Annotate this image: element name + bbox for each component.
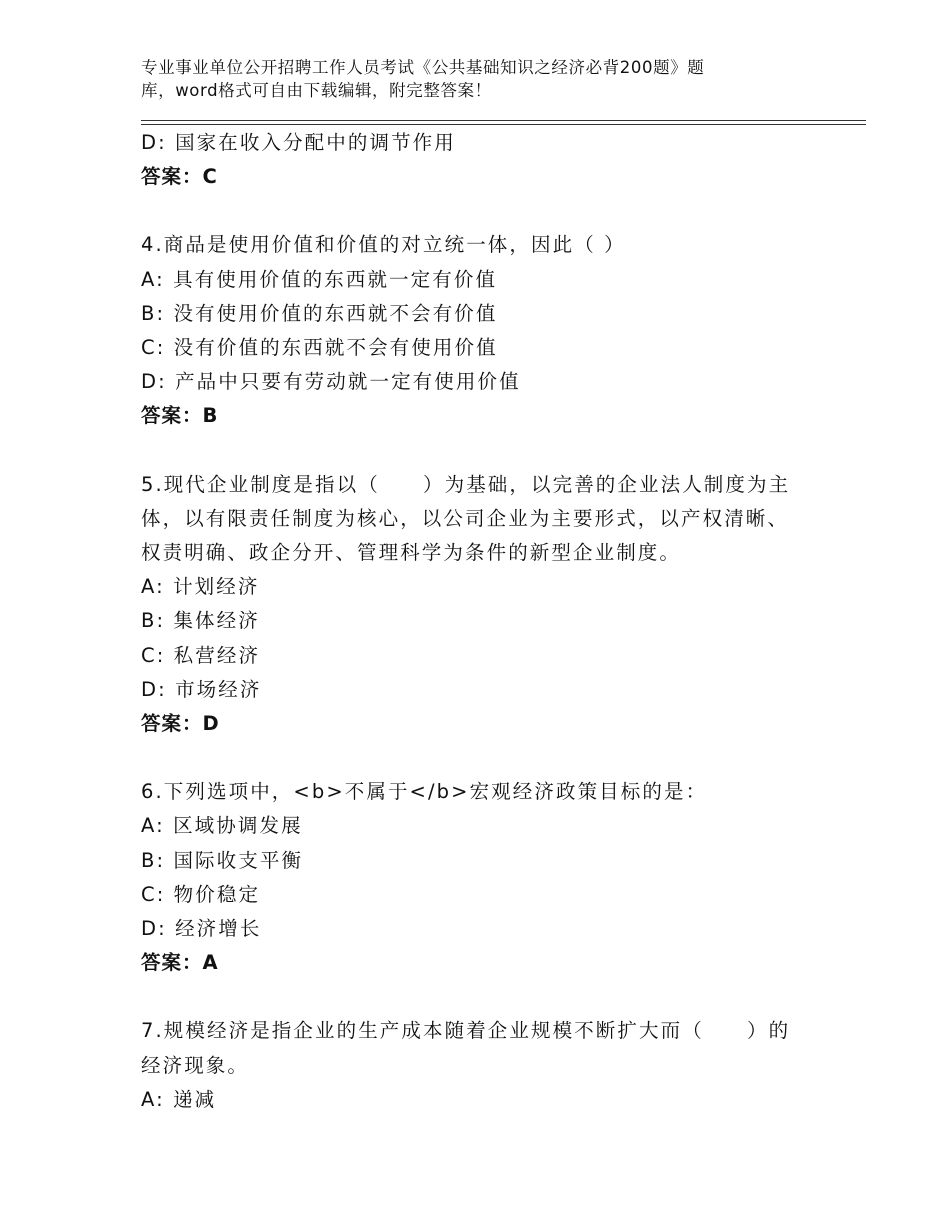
option-d: D: 经济增长: [141, 917, 262, 941]
question-stem-line-3: 权责明确、政企分开、管理科学为条件的新型企业制度。: [141, 541, 682, 565]
option-a: A: 递减: [141, 1087, 217, 1111]
question-stem-line-1: 5.现代企业制度是指以（ ）为基础，以完善的企业法人制度为主: [141, 472, 791, 496]
question-4: [141, 228, 801, 433]
option-a: A: 计划经济: [141, 575, 260, 599]
option-a: A: 具有使用价值的东西就一定有价值: [141, 267, 498, 291]
header-rule-top: [141, 120, 866, 121]
question-stem-line-1: 7.规模经济是指企业的生产成本随着企业规模不断扩大而（ ）的: [141, 1019, 791, 1043]
option-b: B: 国际收支平衡: [141, 848, 304, 872]
answer: 答案：D: [141, 712, 220, 736]
question-stem: 4.商品是使用价值和价值的对立统一体，因此（ ）: [141, 233, 626, 257]
question-6: [141, 775, 801, 980]
option-b: B: 没有使用价值的东西就不会有价值: [141, 301, 498, 325]
question-7: [141, 1014, 801, 1117]
document-body: [141, 126, 801, 1117]
answer: 答案：A: [141, 951, 219, 975]
answer: 答案：B: [141, 404, 219, 428]
header-rule-bottom: [141, 124, 866, 125]
option-c: C: 私营经济: [141, 643, 261, 667]
option-d: D: 市场经济: [141, 677, 262, 701]
answer: 答案：C: [141, 165, 218, 189]
option-b: B: 集体经济: [141, 609, 260, 633]
header-title-line-2: 库，word格式可自由下载编辑，附完整答案！: [141, 81, 492, 100]
question-5: [141, 468, 801, 742]
option-c: C: 物价稳定: [141, 882, 261, 906]
option-d: D: 国家在收入分配中的调节作用: [141, 131, 456, 154]
question-stem-line-2: 经济现象。: [141, 1053, 250, 1077]
option-d: D: 产品中只要有劳动就一定有使用价值: [141, 370, 521, 394]
question-stem-line-2: 体，以有限责任制度为核心，以公司企业为主要形式，以产权清晰、: [141, 506, 790, 530]
question-stem: 6.下列选项中，<b>不属于</b>宏观经济政策目标的是：: [141, 780, 708, 804]
option-a: A: 区域协调发展: [141, 814, 303, 838]
header-title-line-1: 专业事业单位公开招聘工作人员考试《公共基础知识之经济必背200题》题: [141, 58, 705, 77]
document-header: [141, 56, 781, 102]
option-c: C: 没有价值的东西就不会有使用价值: [141, 336, 498, 360]
question-3-tail: [141, 126, 801, 194]
